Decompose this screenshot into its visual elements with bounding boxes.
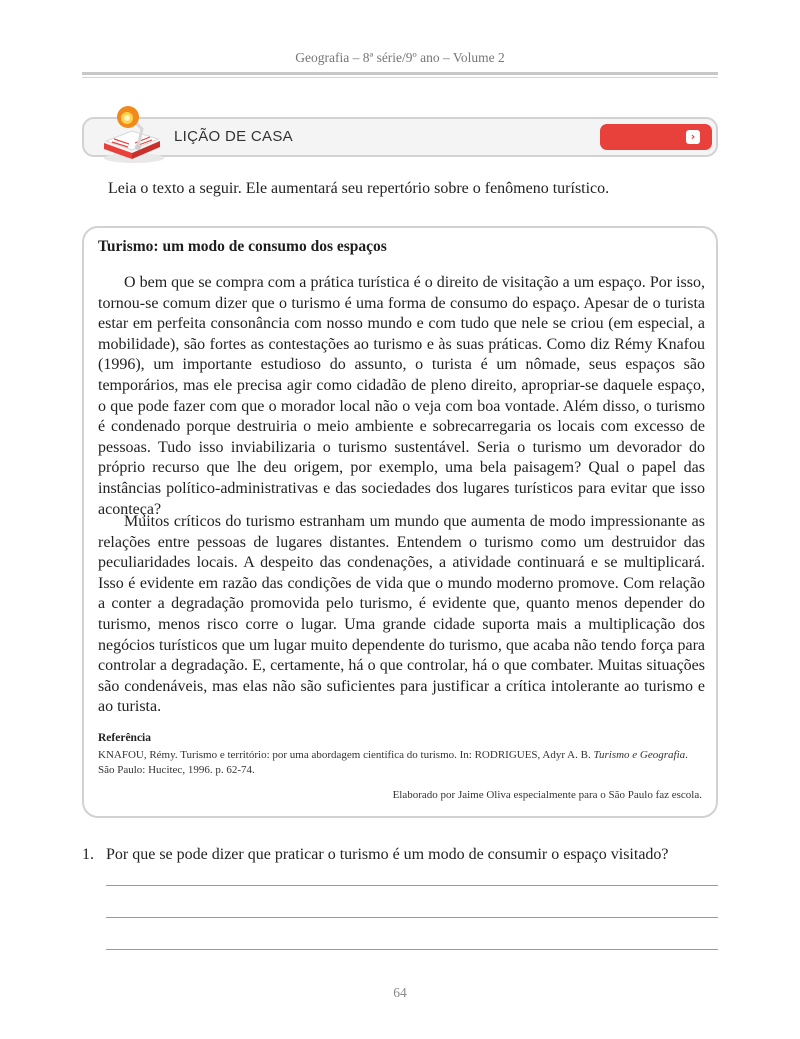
reference-citation: KNAFOU, Rémy. Turismo e território: por uma abordagem científica do turismo. In: RODRIGUES, Adyr A. B. xyxy=(98,749,594,761)
article-title: Turismo: um modo de consumo dos espaços xyxy=(98,238,387,255)
arrow-right-icon: › xyxy=(686,130,700,144)
article-paragraph: Muitos críticos do turismo estranham um mundo que aumenta de modo impressionante as relações entre pessoas de lugares distantes. Entendem o turismo como um destruidor das peculiaridades locais. A despeito das condenações, a atividade continuará e se multiplicará. Isso é evidente em razão das condições de vida que o mundo moderno promove. Com relação a conter a degradação promovida pelo turismo, é evidente que, quanto menos depender do turismo, menos risco corre o lugar. Uma grande cidade suporta mais a multiplicação dos negócios turísticos que um lugar muito dependente do turismo, que acaba não tendo força para controlar a degradação. E, certamente, há o que controlar, há o que combater. Muitas situações são condenáveis, mas elas não são suficientes para justificar a crítica intolerante ao turismo e ao turista. xyxy=(98,513,705,716)
header-rule xyxy=(82,72,718,75)
section-banner xyxy=(82,117,718,157)
answer-line[interactable] xyxy=(106,917,718,918)
author-credit: Elaborado por Jaime Oliva especialmente para o São Paulo faz escola. xyxy=(392,789,702,801)
section-accent-tab xyxy=(600,124,712,150)
question-1 xyxy=(82,846,718,864)
page-number: 64 xyxy=(393,985,407,1000)
reference-label: Referência xyxy=(98,732,151,744)
study-lamp-book-icon xyxy=(98,103,168,165)
question-number: 1. xyxy=(82,846,94,863)
running-header: Geografia – 8ª série/9º ano – Volume 2 xyxy=(295,50,505,65)
header-rule-thin xyxy=(82,77,718,78)
question-text: Por que se pode dizer que praticar o turismo é um modo de consumir o espaço visitado? xyxy=(106,846,669,863)
intro-text: Leia o texto a seguir. Ele aumentará seu repertório sobre o fenômeno turístico. xyxy=(108,180,610,197)
answer-line[interactable] xyxy=(106,885,718,886)
section-title: LIÇÃO DE CASA xyxy=(174,128,293,145)
article-box xyxy=(82,226,718,818)
reference-publisher: . São Paulo: Hucitec, 1996. p. 62-74. xyxy=(98,749,688,776)
article-paragraph: O bem que se compra com a prática turística é o direito de visitação a um espaço. Por isso, tornou-se comum dizer que o turismo é uma forma de consumo do espaço. Apesar de o turista estar em perfeita consonância com nosso mundo e com tudo que nele se criou (em especial, a mobilidade), são fortes as contestações ao turismo e às suas práticas. Como diz Rémy Knafou (1996), um importante estudioso do assunto, o turista é um nômade, seus espaços são temporários, mas ele precisa agir como cidadão de pleno direito, apropriar-se daquele espaço, o que pode fazer com que o morador local não o veja com boa vontade. Além disso, o turismo é condenado porque destruiria o meio ambiente e sobrecarregaria os locais com excesso de pessoas. Tudo isso inviabilizaria o turismo sustentável. Seria o turismo um devorador do próprio recurso que lhe deu origem, por exemplo, uma bela paisagem? Qual o papel das instâncias político-administrativas e das sociedades dos lugares turísticos para evitar que isso aconteça? xyxy=(98,274,705,518)
answer-line[interactable] xyxy=(106,949,718,950)
reference-work-title: Turismo e Geografia xyxy=(593,749,686,761)
reference-text xyxy=(98,748,705,778)
